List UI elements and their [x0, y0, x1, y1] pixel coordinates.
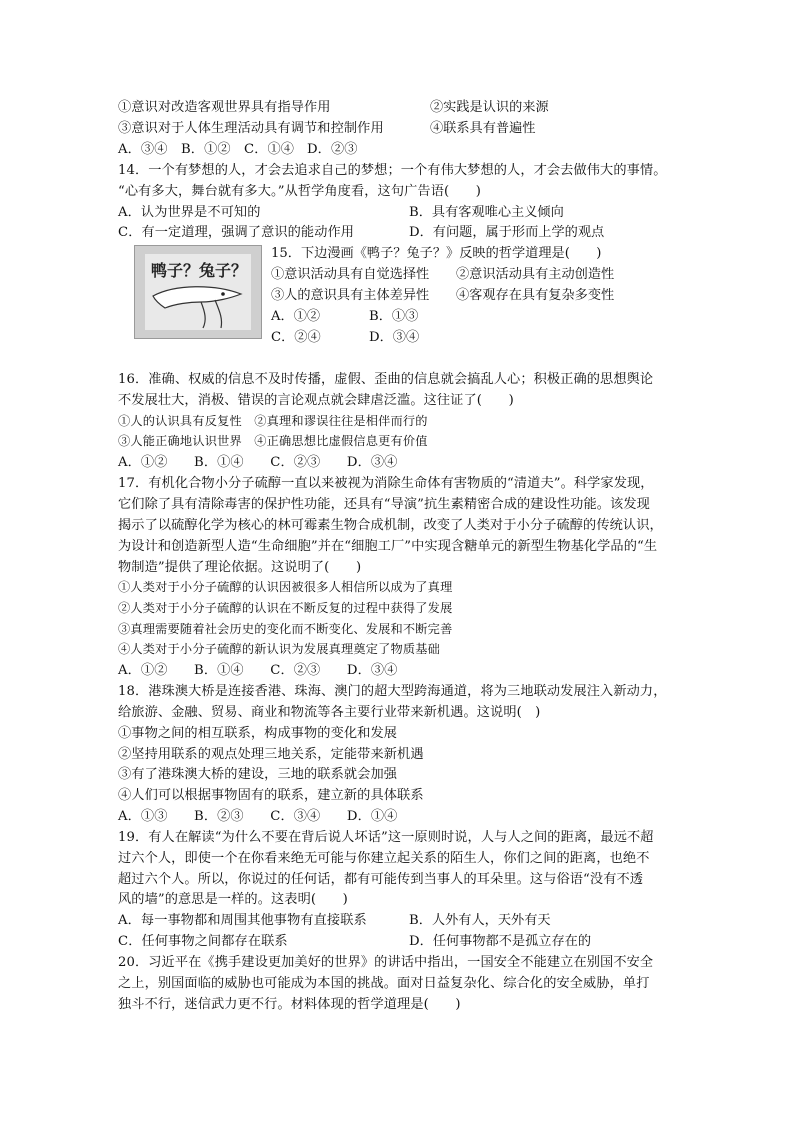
q19-option-d: D．任何事物都不是孤立存在的	[409, 934, 592, 949]
q14-option-a: A．认为世界是不可知的	[118, 205, 261, 220]
q15-stem: 15．下边漫画《鸭子？兔子？》反映的哲学道理是( )	[271, 246, 602, 261]
q18-item-4: ④人们可以根据事物固有的联系，建立新的具体联系	[118, 788, 424, 803]
q17-stem-line-5: 物制造”提供了理论依据。这说明了( )	[118, 560, 362, 575]
duck-rabbit-illustration	[145, 254, 251, 330]
q19-stem-line-3: 超过六个人。所以，你说过的任何话，都有可能传到当事人的耳朵里。这与俗语“没有不透	[118, 872, 644, 887]
q17-item-4: ④人类对于小分子硫醇的新认识为发展真理奠定了物质基础	[118, 642, 441, 656]
q17-stem-line-1: 17．有机化合物小分子硫醇一直以来被视为消除生命体有害物质的“清道夫”。科学家发现，	[118, 476, 654, 491]
comic-caption: 鸭子？兔子？	[151, 261, 248, 280]
q13-options	[118, 141, 688, 158]
q15-option-d: D．③④	[369, 330, 420, 345]
q19-option-b: B．人外有人，天外有天	[409, 913, 551, 928]
q13-option-a: A．③④	[118, 142, 168, 157]
q14-stem-line-2: “心有多大，舞台就有多大。”从哲学角度看，这句广告语( )	[118, 184, 482, 199]
q18-item-3: ③有了港珠澳大桥的建设，三地的联系就会加强	[118, 767, 398, 782]
q18-stem-line-1: 18．港珠澳大桥是连接香港、珠海、澳门的超大型跨海通道，将为三地联动发展注入新动力，	[118, 684, 667, 699]
q20-stem-line-1: 20．习近平在《携手建设更加美好的世界》的讲话中指出，一国安全不能建立在别国不安全	[118, 955, 654, 970]
q17-item-1: ①人类对于小分子硫醇的认识因被很多人相信所以成为了真理	[118, 580, 453, 594]
duck-rabbit-eye	[221, 292, 225, 296]
q17-item-3: ③真理需要随着社会历史的变化而不断变化、发展和不断完善	[118, 622, 453, 636]
q16-stem-line-1: 16．准确、权威的信息不及时传播，虚假、歪曲的信息就会搞乱人心；积极正确的思想舆论	[118, 372, 654, 387]
duck-rabbit-neck-line-2	[215, 300, 222, 328]
q19-stem-line-4: 风的墙”的意思是一样的。这表明( )	[118, 892, 348, 907]
q15-item-3: ③人的意识具有主体差异性	[271, 288, 430, 303]
q15-item-1: ①意识活动具有自觉选择性	[271, 267, 430, 282]
q16-items-3-4: ③人能正确地认识世界 ④正确思想比虚假信息更有价值	[118, 434, 428, 448]
q18-options: A．①③ B．②③ C．③④ D．①④	[118, 809, 398, 824]
q16-stem-line-2: 不发展壮大，消极、错误的言论观点就会肆虐泛滥。这往证了( )	[118, 393, 514, 408]
q19-option-c: C．任何事物之间都存在联系	[118, 934, 288, 949]
q13-option-b: B．①②	[181, 142, 231, 157]
q18-item-2: ②坚持用联系的观点处理三地关系，定能带来新机遇	[118, 747, 424, 762]
q20-stem-line-3: 独斗不行，迷信武力更不行。材料体现的哲学道理是( )	[118, 997, 461, 1012]
duck-rabbit-neck-line	[201, 302, 205, 328]
q15-option-b: B．①③	[369, 309, 419, 324]
q13-item-2: ②实践是认识的来源	[430, 100, 549, 115]
q13-item-4: ④联系具有普遍性	[430, 121, 536, 136]
q17-stem-line-3: 揭示了以硫醇化学为核心的林可霉素生物合成机制，改变了人类对于小分子硫醇的传统认识，	[118, 518, 663, 533]
q17-options: A．①② B．①④ C．②③ D．③④	[118, 663, 398, 678]
duck-rabbit-head-shape	[153, 287, 241, 308]
q20-stem-line-2: 之上，别国面临的威胁也可能成为本国的挑战。面对日益复杂化、综合化的安全威胁，单打	[118, 976, 650, 991]
q16-options: A．①② B．①④ C．②③ D．③④	[118, 455, 398, 470]
q13-item-3: ③意识对于人体生理活动具有调节和控制作用	[118, 121, 384, 136]
q18-item-1: ①事物之间的相互联系，构成事物的变化和发展	[118, 726, 398, 741]
q14-option-c: C．有一定道理，强调了意识的能动作用	[118, 225, 355, 240]
q14-option-b: B．具有客观唯心主义倾向	[409, 205, 564, 220]
q13-option-d: D．②③	[307, 142, 358, 157]
q13-option-c: C．①④	[244, 142, 295, 157]
comic-panel	[145, 254, 251, 330]
q15-option-c: C．②④	[271, 330, 321, 345]
q14-option-d: D．有问题，属于形而上学的观点	[409, 225, 605, 240]
q19-stem-line-2: 过六个人，即使一个在你看来绝无可能与你建立起关系的陌生人，你们之间的距离，也绝不	[118, 851, 650, 866]
q17-item-2: ②人类对于小分子硫醇的认识在不断反复的过程中获得了发展	[118, 601, 453, 615]
q16-items-1-2: ①人的认识具有反复性 ②真理和谬误往往是相伴而行的	[118, 414, 428, 428]
q13-item-1: ①意识对改造客观世界具有指导作用	[118, 100, 331, 115]
q17-stem-line-4: 为设计和创造新型人造“生命细胞”并在“细胞工厂”中实现含糖单元的新型生物基化学品的“生	[118, 539, 658, 554]
duck-rabbit-comic-image	[134, 245, 262, 339]
q15-item-2: ②意识活动具有主动创造性	[456, 267, 615, 282]
q14-stem-line-1: 14．一个有梦想的人，才会去追求自己的梦想；一个有伟大梦想的人，才会去做伟大的事情。	[118, 163, 667, 178]
q19-option-a: A．每一事物都和周围其他事物有直接联系	[118, 913, 367, 928]
q17-stem-line-2: 它们除了具有清除毒害的保护性功能，还具有“导演”抗生素精密合成的建设性功能。该发现	[118, 497, 650, 512]
q19-stem-line-1: 19．有人在解读“为什么不要在背后说人坏话”这一原则时说，人与人之间的距离，最远不超	[118, 830, 654, 845]
q15-item-4: ④客观存在具有复杂多变性	[456, 288, 615, 303]
q15-option-a: A．①②	[271, 309, 321, 324]
q18-stem-line-2: 给旅游、金融、贸易、商业和物流等各主要行业带来新机遇。这说明( )	[118, 705, 541, 720]
